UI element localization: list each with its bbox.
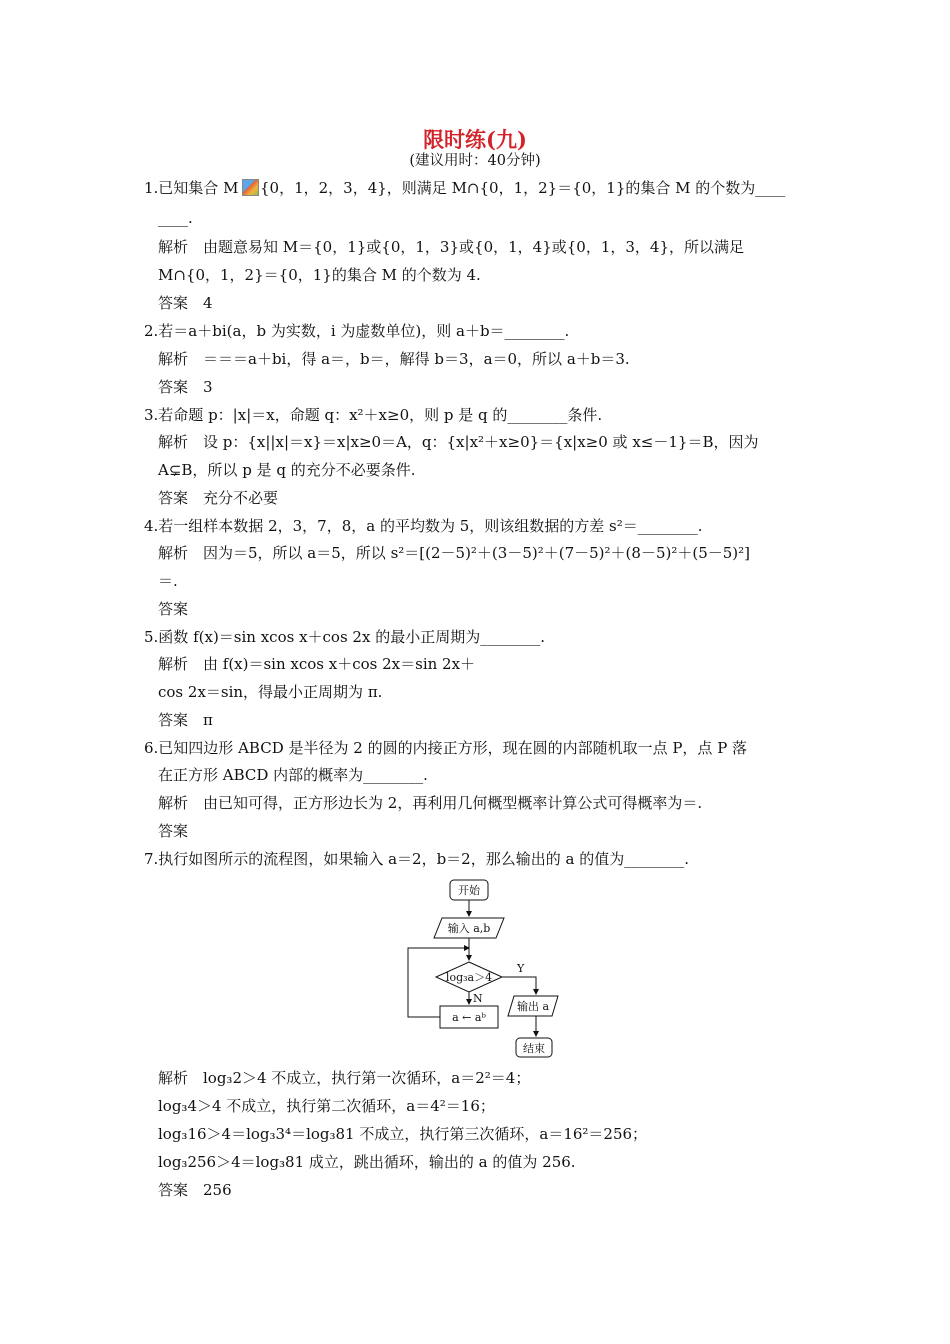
- text-line: 解析 由题意易知 M＝{0，1}或{0，1，3}或{0，1，4}或{0，1，3，4}，所以满足: [158, 238, 744, 256]
- text-line: log₃256＞4＝log₃81 成立，跳出循环，输出的 a 的值为 256.: [158, 1153, 576, 1171]
- flowchart-output-label: 输出 a: [516, 1000, 550, 1013]
- page-title: 限时练(九): [423, 127, 527, 152]
- text-line: 答案 π: [158, 711, 213, 729]
- flowchart-condition-label: log₃a＞4: [445, 971, 493, 984]
- text-line: 答案 充分不必要: [158, 489, 279, 507]
- text-line: 解析 由 f(x)＝sin xcos x＋cos 2x＝sin 2x＋: [158, 655, 476, 673]
- text-line: 答案 3: [158, 378, 213, 396]
- flowchart-input-label: 输入 a,b: [447, 922, 491, 935]
- text-line: 4.若一组样本数据 2，3，7，8，a 的平均数为 5，则该组数据的方差 s²＝________.: [144, 517, 703, 535]
- text-line: 5.函数 f(x)＝sin xcos x＋cos 2x 的最小正周期为________.: [144, 628, 545, 646]
- text-line: 解析 因为＝5，所以 a＝5，所以 s²＝[(2－5)²＋(3－5)²＋(7－5)²＋(8－5)²＋(5－5)²]: [158, 544, 751, 562]
- text-line: 解析 由已知可得，正方形边长为 2，再利用几何概型概率计算公式可得概率为＝.: [158, 794, 703, 812]
- text-line: 解析 ＝＝＝a＋bi，得 a＝，b＝，解得 b＝3，a＝0，所以 a＋b＝3.: [158, 350, 630, 368]
- text-line: 解析 设 p：{x||x|＝x}＝x|x≥0＝A，q：{x|x²＋x≥0}＝{x|x≥0 或 x≤－1}＝B，因为: [158, 433, 759, 451]
- broken-image-icon: [242, 179, 259, 196]
- text-line: ____.: [158, 209, 193, 227]
- text-line: 3.若命题 p：|x|＝x，命题 q：x²＋x≥0，则 p 是 q 的________条件.: [144, 406, 603, 424]
- text-line: ＝.: [158, 572, 178, 590]
- text-line: 2.若＝a＋bi(a，b 为实数，i 为虚数单位)，则 a＋b＝________.: [144, 322, 570, 340]
- text-line: 答案: [158, 822, 189, 840]
- text-line: 答案: [158, 600, 189, 618]
- text-line: log₃4＞4 不成立，执行第二次循环，a＝4²＝16；: [158, 1097, 495, 1115]
- flowchart-end-label: 结束: [523, 1042, 545, 1055]
- flowchart-assign-label: a ← aᵇ: [452, 1011, 486, 1024]
- flowchart-yes-label: Y: [517, 962, 525, 975]
- text-line: 6.已知四边形 ABCD 是半径为 2 的圆的内接正方形，现在圆的内部随机取一点 P，点 P 落: [144, 739, 748, 757]
- flowchart-no-label: N: [473, 992, 483, 1005]
- text-line: 答案 4: [158, 294, 213, 312]
- text-line: {0，1，2，3，4}，则满足 M∩{0，1，2}＝{0，1}的集合 M 的个数为____: [260, 179, 786, 197]
- text-line: 解析 log₃2＞4 不成立，执行第一次循环，a＝2²＝4；: [158, 1069, 531, 1087]
- text-line: 1.已知集合 M: [144, 179, 239, 197]
- text-line: log₃16＞4＝log₃3⁴＝log₃81 不成立，执行第三次循环，a＝16²＝256；: [158, 1125, 648, 1143]
- text-line: cos 2x＝sin，得最小正周期为 π.: [158, 683, 383, 701]
- text-line: M∩{0，1，2}＝{0，1}的集合 M 的个数为 4.: [158, 266, 481, 284]
- text-line: 7.执行如图所示的流程图，如果输入 a＝2，b＝2，那么输出的 a 的值为________.: [144, 850, 689, 868]
- text-line: A⊊B，所以 p 是 q 的充分不必要条件.: [158, 461, 416, 479]
- flowchart: [400, 878, 570, 1063]
- page-subtitle: (建议用时：40分钟): [409, 153, 541, 169]
- text-line: 在正方形 ABCD 内部的概率为________.: [158, 766, 428, 784]
- flowchart-start-label: 开始: [458, 884, 480, 897]
- text-line: 答案 256: [158, 1181, 232, 1199]
